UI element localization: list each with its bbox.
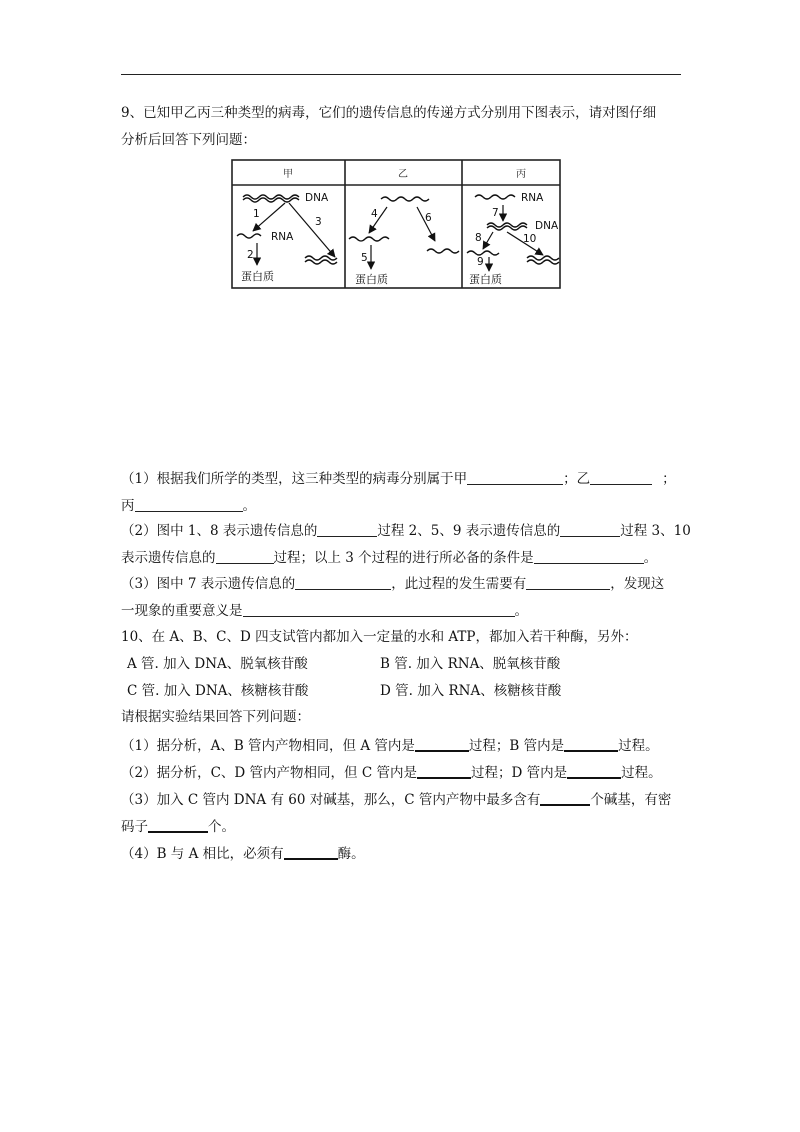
bing-dna-strand-b [487,226,527,230]
header-jia: 甲 [283,169,293,180]
answer-blank-jia[interactable] [467,470,563,485]
answer-blank-process-3-10[interactable] [216,549,274,564]
q9-part1-line2 [121,497,256,515]
answer-blank-tube-d-process[interactable] [567,763,621,779]
header-yi: 乙 [398,169,408,180]
answer-blank-requirement[interactable] [526,575,610,590]
q9-p2-text-f: 。 [643,550,658,566]
q10-p1-text-b: 过程；B 管内是 [468,738,565,754]
q10-prompt: 请根据实验结果回答下列问题： [121,709,310,725]
q10-tube-a: A 管. 加入 DNA、脱氧核苷酸 [127,656,308,672]
jia-num-2: 2 [247,249,254,261]
q10-p4-text-a: （4）B 与 A 相比，必须有 [121,846,284,862]
answer-blank-codons[interactable] [148,817,208,833]
q10-p1-text-a: （1）据分析，A、B 管内产物相同，但 A 管内是 [121,738,415,754]
q9-part2-line2 [121,549,657,567]
yi-num-4: 4 [371,208,378,220]
answer-blank-significance[interactable] [243,602,515,617]
bing-num-8: 8 [475,232,482,244]
q9-p1-text-d: 丙 [121,498,135,514]
q9-p2-text-b: 过程 2、5、9 表示遗传信息的 [377,523,561,539]
q10-part2 [121,763,662,782]
q9-p3-text-c: ，发现这 [610,576,665,592]
q10-intro: 10、在 A、B、C、D 四支试管内都加入一定量的水和 ATP，都加入若干种酶，另外： [121,629,638,645]
bing-protein-label: 蛋白质 [469,273,502,286]
top-rule [121,74,681,75]
yi-num-6: 6 [425,212,432,224]
answer-blank-process-1-8[interactable] [317,522,377,537]
answer-blank-tube-c-process[interactable] [417,763,471,779]
q9-p3-text-e: 。 [514,603,528,619]
bing-rna-label: RNA [521,192,544,204]
yi-protein-label: 蛋白质 [355,273,388,286]
q9-p2-text-e: 过程；以上 3 个过程的进行所必备的条件是 [273,550,534,566]
q9-p1-text-a: （1）根据我们所学的类型，这三种类型的病毒分别属于甲 [121,471,468,487]
q10-p3-text-a: （3）加入 C 管内 DNA 有 60 对碱基，那么，C 管内产物中最多含有 [121,792,541,808]
jia-rna-strand [237,234,261,238]
q10-tube-c: C 管. 加入 DNA、核糖核苷酸 [127,683,309,699]
jia-dna-strand-a [243,195,299,199]
answer-blank-tube-a-process[interactable] [415,736,469,752]
q9-part3-line1 [121,575,664,593]
bing-dna-label: DNA [535,220,559,232]
yi-rna-copy [349,237,389,241]
yi-num-5: 5 [361,252,368,264]
q9-intro-line2: 分析后回答下列问题： [121,132,256,148]
q9-p1-text-b: ；乙 [563,471,591,487]
header-bing: 丙 [516,169,526,180]
bing-rna-copy [467,251,499,255]
q9-intro-line1: 9、已知甲乙丙三种类型的病毒，它们的遗传信息的传递方式分别用下图表示，请对图仔细 [121,105,657,121]
answer-blank-bing[interactable] [135,497,243,512]
bing-rna-strand [475,195,515,199]
q10-p3-text-b: 个碱基，有密 [590,792,672,808]
answer-blank-max-bases[interactable] [540,790,590,806]
jia-arrow-3 [289,203,335,257]
answer-blank-conditions[interactable] [534,549,644,564]
q9-p2-text-c: 过程 3、10 [620,523,691,539]
q10-p2-text-c: 过程。 [621,765,662,781]
jia-num-1: 1 [253,208,260,220]
q9-p3-text-b: ，此过程的发生需要有 [391,576,527,592]
jia-num-3: 3 [315,216,322,228]
jia-rna-label: RNA [271,231,294,243]
bing-arrow-8 [483,232,493,249]
yi-rna-strand [381,197,429,201]
q9-p2-text-d: 表示遗传信息的 [121,550,216,566]
q9-part2-line1 [121,522,691,540]
virus-information-flow-figure [231,159,561,289]
q10-p3-text-d: 个。 [208,819,235,835]
q10-tube-b: B 管. 加入 RNA、脱氧核苷酸 [380,656,561,672]
jia-protein-label: 蛋白质 [241,270,274,283]
q9-p2-text-a: （2）图中 1、8 表示遗传信息的 [121,523,318,539]
q9-p1-text-c: ； [662,471,676,487]
q10-part3-line1 [121,790,671,809]
bing-num-10: 10 [523,233,537,245]
q9-p1-text-e: 。 [242,498,256,514]
bing-num-9: 9 [477,256,484,268]
yi-rna-product [427,249,459,253]
bing-num-7: 7 [492,207,499,219]
q10-p4-text-b: 酶。 [337,846,365,862]
answer-blank-enzyme[interactable] [284,844,338,860]
q9-p3-text-a: （3）图中 7 表示遗传信息的 [121,576,296,592]
q9-part3-line2 [121,602,528,620]
answer-blank-process-2-5-9[interactable] [560,522,620,537]
answer-blank-yi[interactable] [590,470,652,485]
q9-part1-line1 [121,470,676,488]
q10-part4 [121,844,365,863]
q10-p2-text-b: 过程；D 管内是 [470,765,568,781]
answer-blank-tube-b-process[interactable] [564,736,618,752]
q10-tube-d: D 管. 加入 RNA、核糖核苷酸 [380,683,562,699]
q10-p1-text-c: 过程。 [618,738,659,754]
q9-p3-text-d: 一现象的重要意义是 [121,603,243,619]
q10-part1 [121,736,659,755]
figure-svg [231,159,561,289]
q10-part3-line2 [121,817,235,836]
q10-p3-text-c: 码子 [121,819,148,835]
q10-p2-text-a: （2）据分析，C、D 管内产物相同，但 C 管内是 [121,765,417,781]
jia-dna-label: DNA [305,192,329,204]
answer-blank-process-7[interactable] [295,575,391,590]
